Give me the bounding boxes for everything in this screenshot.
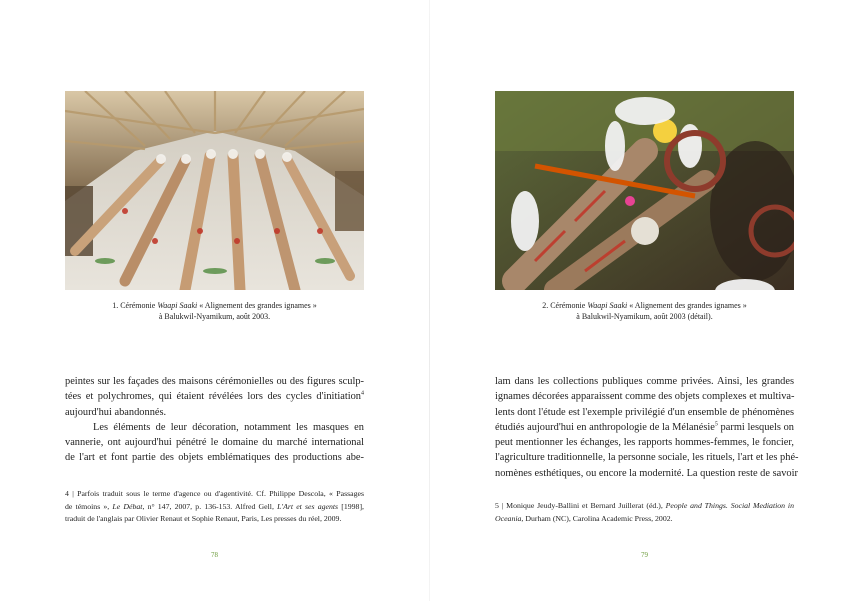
body-text: [65, 374, 364, 466]
body-line-text: parmi lesquels on: [717, 421, 794, 433]
footnote-ref: 4: [361, 390, 364, 397]
footnote-title: People and Things. Social Mediation in: [665, 501, 794, 510]
body-line: [65, 389, 364, 404]
footnote-line: traduit de l'anglais par Olivier Renaut et Sophie Renaut, Paris, Les presses du réel, 2009.: [65, 514, 342, 523]
body-line-text: étudiés aujourd'hui en anthropologie de la Mélanésie: [495, 421, 715, 433]
caption-suffix: « Alignement des grandes ignames »: [627, 301, 747, 310]
figure-caption: [495, 300, 794, 322]
footnote-title: L'Art et ses agents: [277, 501, 339, 511]
footnote-line: [495, 500, 794, 513]
figure-caption: [65, 300, 364, 322]
body-line: peintes sur les façades des maisons cérémonielles ou des figures sculp-: [65, 376, 364, 387]
caption-ceremony-name: Waapi Saaki: [587, 301, 628, 310]
caption-ceremony-name: Waapi Saaki: [157, 301, 198, 310]
right-page: [430, 0, 859, 601]
footnote-title: Le Débat: [112, 501, 143, 511]
photo-yam-detail: [495, 91, 794, 290]
body-line: nomènes esthétiques, ou encore la modernité. La question reste de savoir: [495, 467, 798, 479]
caption-prefix: 2. Cérémonie: [542, 301, 588, 310]
left-page: [0, 0, 429, 601]
body-line: lam dans les collections publiques comme privées. Ainsi, les grandes: [495, 376, 794, 387]
body-text: [495, 374, 799, 481]
body-line: Les éléments de leur décoration, notamment les masques en: [93, 421, 364, 433]
page-number: 79: [641, 551, 648, 559]
body-line: de l'art et font partie des objets emblématiques des productions abe-: [65, 452, 364, 464]
page-number: 78: [211, 551, 218, 559]
body-line: [495, 420, 794, 435]
footnote-text: [1998],: [338, 501, 365, 511]
caption-prefix: 1. Cérémonie: [112, 301, 158, 310]
caption-location: à Balukwil-Nyamikum, août 2003 (détail).: [576, 312, 713, 321]
body-line: aujourd'hui abandonnés.: [65, 406, 167, 418]
footnote-text: 5 | Monique Jeudy-Ballini et Bernard Juillerat (éd.),: [495, 501, 666, 510]
body-line: vannerie, ont aujourd'hui pénétré le domaine du marché international: [65, 437, 364, 449]
caption-suffix: « Alignement des grandes ignames »: [197, 301, 317, 310]
footnote-line: 4 | Parfois traduit sous le terme d'agence ou d'agentivité. Cf. Philippe Descola, « Passages: [65, 489, 364, 498]
footnote-ref: 5: [714, 421, 718, 428]
body-line: l'agriculture traditionnelle, la personne sociale, les rituels, l'art et les phé-: [495, 452, 799, 464]
footnote-title: Oceania: [495, 513, 522, 523]
body-line: peut mentionner les échanges, les rapports hommes-femmes, le foncier,: [495, 437, 794, 449]
footnote-text: de témoins »,: [65, 501, 113, 511]
body-line: lents dont l'étude est l'exemple privilégié d'un ensemble de phénomènes: [495, 406, 794, 418]
footnote: [65, 488, 364, 526]
footnote-line: [65, 501, 364, 514]
body-line-text: tées et polychromes, qui étaient révélées lors des cycles d'initiation: [65, 391, 361, 403]
footnote-line: [495, 513, 794, 526]
footnote-text: , Durham (NC), Carolina Academic Press, 2002.: [521, 513, 673, 523]
body-line: ignames décorées apparaissent comme des objets complexes et multiva-: [495, 391, 795, 403]
photo-yam-alignment: [65, 91, 364, 290]
footnote-text: , n° 147, 2007, p. 136-153. Alfred Gell,: [142, 501, 278, 511]
caption-location: à Balukwil-Nyamikum, août 2003.: [158, 312, 271, 321]
footnote: [495, 500, 794, 525]
